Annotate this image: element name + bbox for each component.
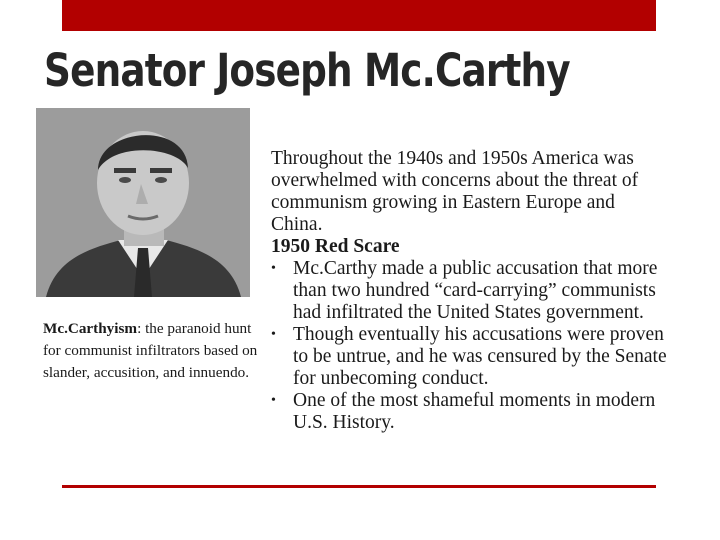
bullet-list xyxy=(271,258,671,434)
bullet-text: One of the most shameful moments in modern U.S. History. xyxy=(293,390,656,433)
bullet-icon: • xyxy=(271,261,276,276)
bullet-icon: • xyxy=(271,327,276,342)
mccarthyism-definition xyxy=(43,318,268,384)
list-item xyxy=(271,390,671,434)
caption-term: Mc.Carthyism xyxy=(43,320,138,337)
list-item xyxy=(271,324,671,390)
main-text-block xyxy=(271,148,671,434)
intro-paragraph: Throughout the 1940s and 1950s America was overwhelmed with concerns about the threat of communism growing in Eastern Europe and China. xyxy=(271,148,639,235)
list-item xyxy=(271,258,671,324)
caption-definition: : the paranoid hunt for communist infiltrators based on slander, accusition, and innuendo. xyxy=(43,320,258,381)
bullet-text: Though eventually his accusations were proven to be untrue, and he was censured by the Senate for unbecoming conduct. xyxy=(293,324,667,389)
bullet-icon: • xyxy=(271,393,276,408)
slide-title: Senator Joseph Mc.Carthy xyxy=(44,44,570,97)
portrait-photo xyxy=(36,108,250,297)
section-heading: 1950 Red Scare xyxy=(271,236,400,257)
bullet-text: Mc.Carthy made a public accusation that more than two hundred “card-carrying” communists had infiltrated the United States government. xyxy=(293,258,658,323)
bottom-divider xyxy=(62,485,656,488)
top-accent-bar xyxy=(62,0,656,31)
